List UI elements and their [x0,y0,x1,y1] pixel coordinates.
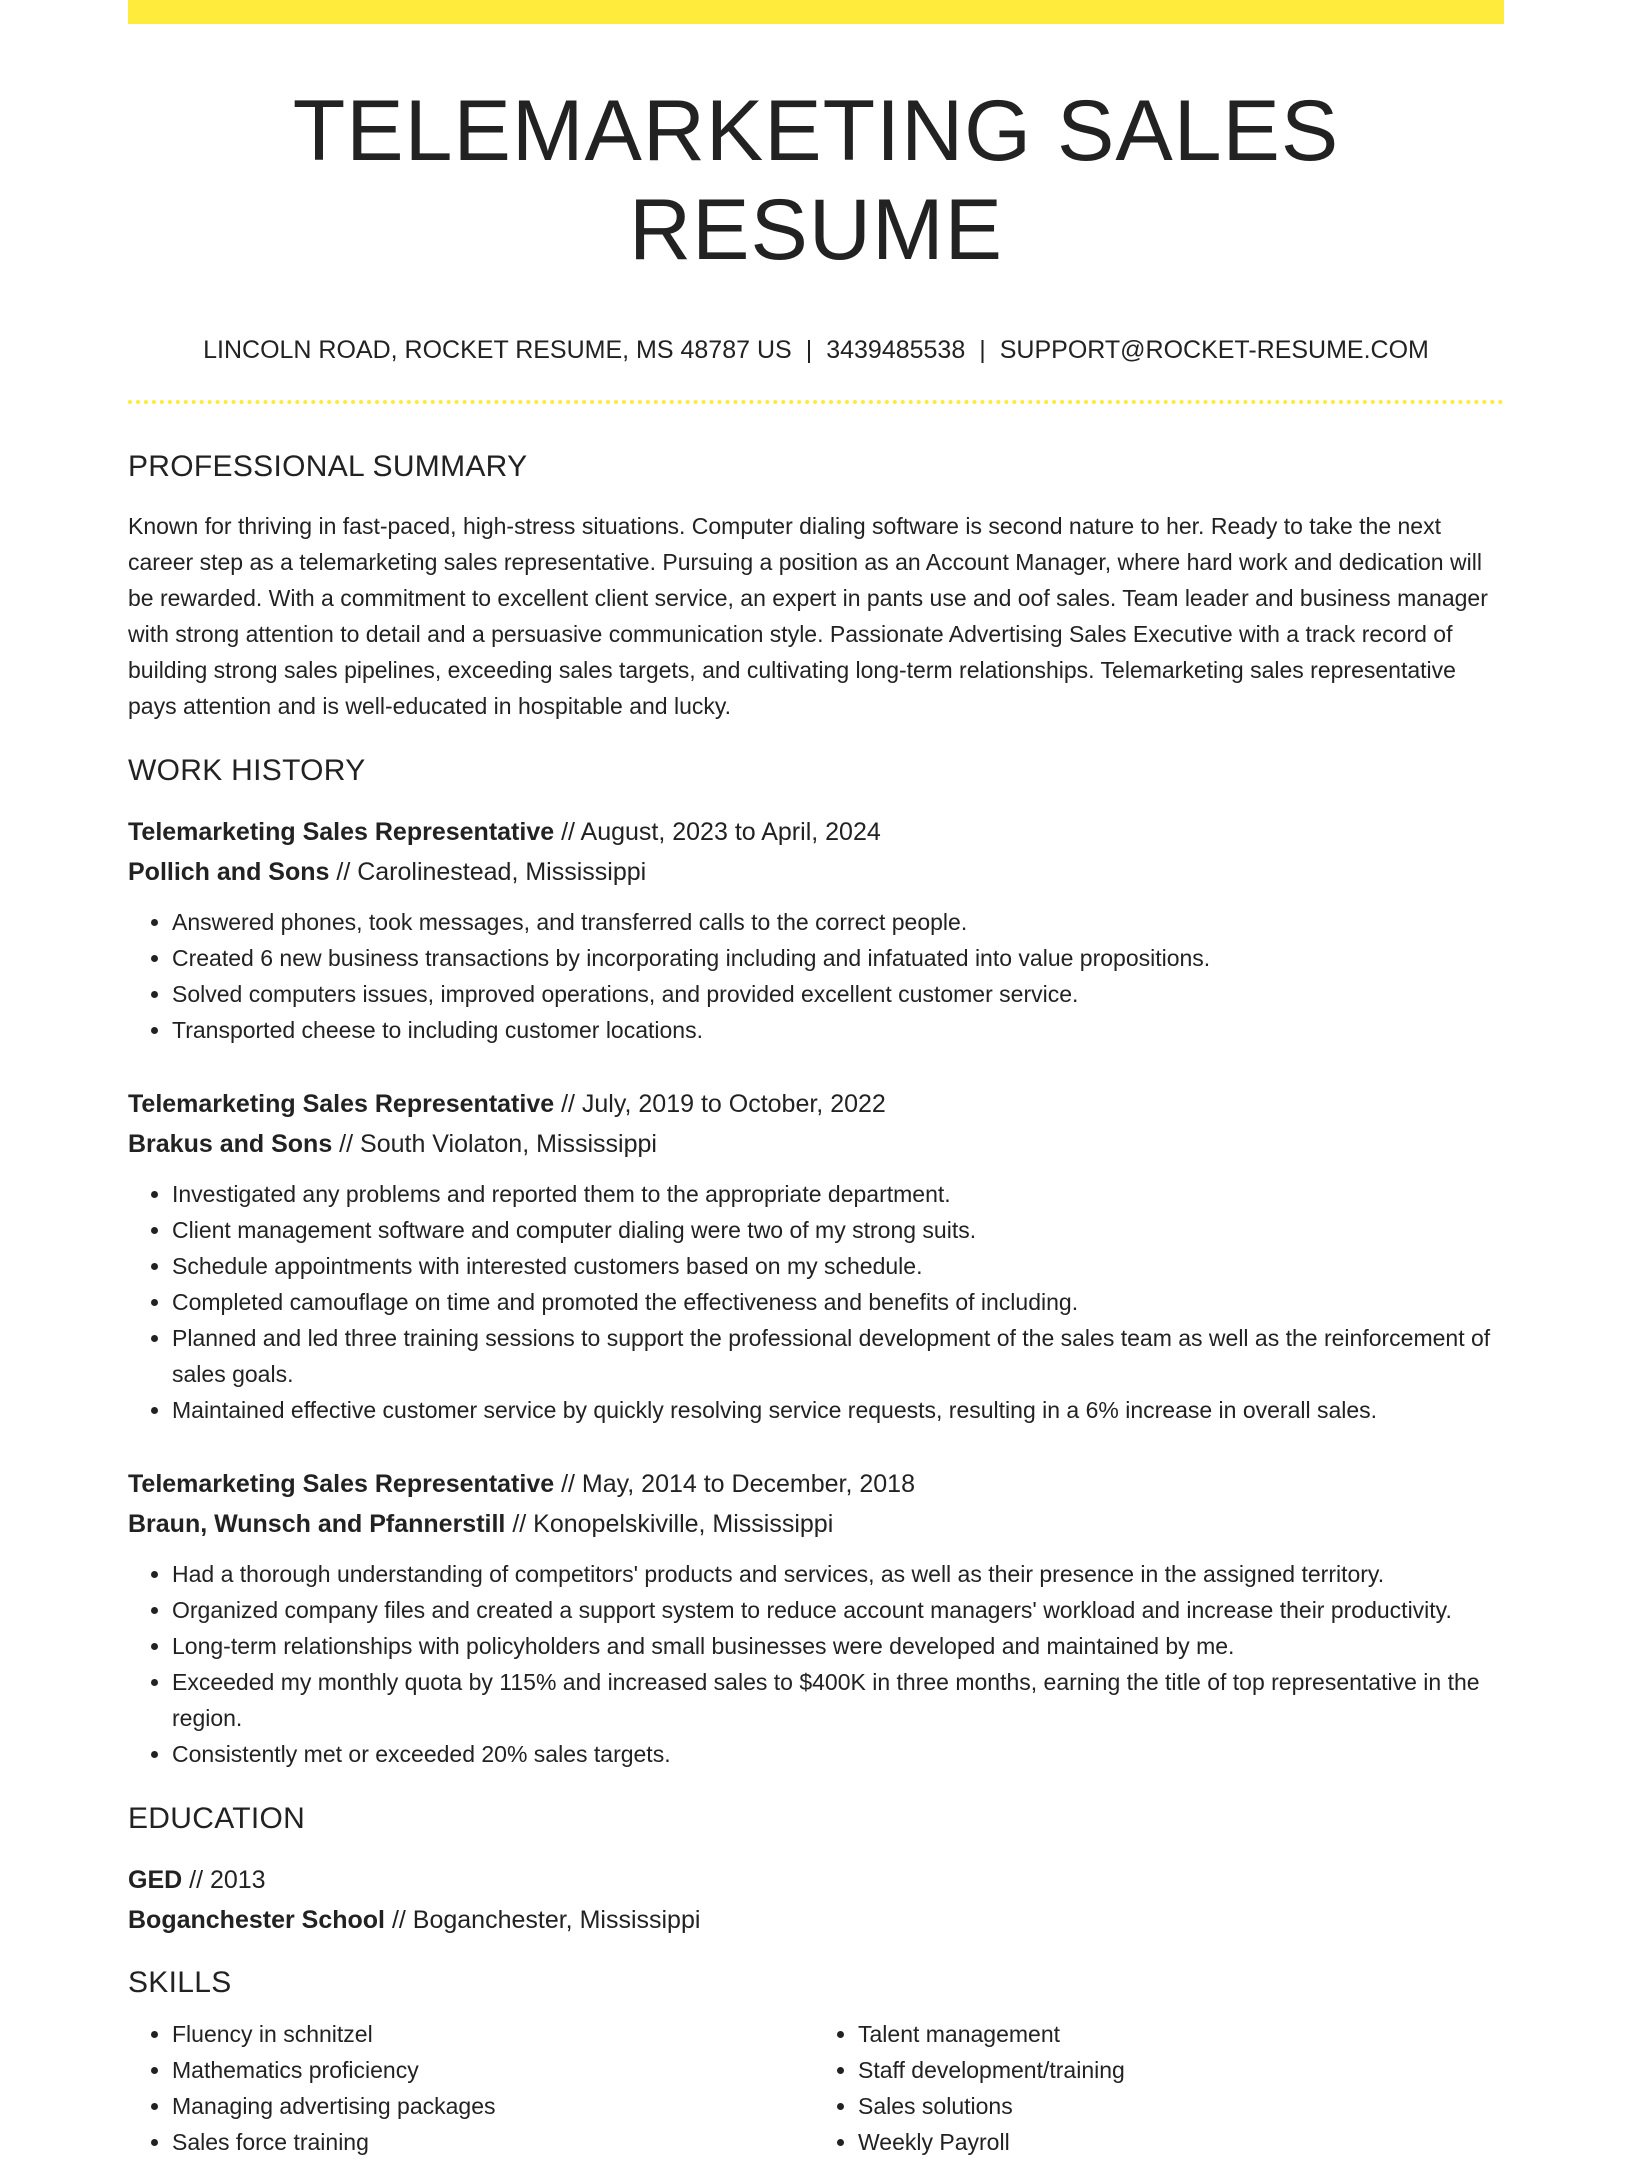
education-school-line [128,1900,1504,1940]
work-history-heading: WORK HISTORY [128,754,366,788]
list-item: • Talent management [858,2016,1492,2052]
dotted-divider [128,400,1504,404]
list-item: • Consistently met or exceeded 20% sales targets. [172,1736,1504,1772]
resume-page [128,0,1504,2160]
list-item: • Weekly Payroll [858,2124,1492,2160]
list-item: • Managing advertising packages [172,2088,806,2124]
job-role: Telemarketing Sales Representative [128,1090,555,1119]
list-item: • Exceeded my monthly quota by 115% and increased sales to $400K in three months, earning the title of top representative in the region. [172,1664,1504,1736]
skills-right-column [806,2016,1492,2160]
job-company: Pollich and Sons [128,858,330,887]
list-item: • Solved computers issues, improved operations, and provided excellent customer service. [172,976,1504,1012]
job-dates: // May, 2014 to December, 2018 [554,1470,915,1499]
education-location: // Boganchester, Mississippi [385,1906,701,1935]
job-bullets [128,904,1504,1048]
job-title-line [128,1464,1504,1504]
job-bullets [128,1556,1504,1772]
list-item: • Fluency in schnitzel [172,2016,806,2052]
contact-separator: | [979,335,986,364]
list-item: • Maintained effective customer service by quickly resolving service requests, resulting in a 6% increase in overall sales. [172,1392,1504,1428]
job-company-line [128,1504,1504,1544]
skills-heading: SKILLS [128,1966,232,2000]
job-bullets [128,1176,1504,1428]
list-item: • Created 6 new business transactions by incorporating including and infatuated into value propositions. [172,940,1504,976]
job-location: // South Violaton, Mississippi [332,1130,657,1159]
job-dates: // July, 2019 to October, 2022 [554,1090,886,1119]
education-heading: EDUCATION [128,1802,306,1836]
skills-columns [128,2016,1504,2160]
job-entry-2 [128,1084,1504,1428]
job-company: Brakus and Sons [128,1130,333,1159]
list-item: • Had a thorough understanding of competitors' products and services, as well as their presence in the assigned territory. [172,1556,1504,1592]
list-item: • Sales force training [172,2124,806,2160]
list-item: • Organized company files and created a support system to reduce account managers' workload and increase their productivity. [172,1592,1504,1628]
job-company-line [128,1124,1504,1164]
contact-address: LINCOLN ROAD, ROCKET RESUME, MS 48787 US [203,335,792,364]
summary-heading: PROFESSIONAL SUMMARY [128,450,528,484]
skills-left-column [128,2016,806,2160]
education-degree-line [128,1860,1504,1900]
job-role: Telemarketing Sales Representative [128,1470,555,1499]
job-company-line [128,852,1504,892]
list-item: • Answered phones, took messages, and transferred calls to the correct people. [172,904,1504,940]
contact-separator: | [805,335,813,364]
job-entry-3 [128,1464,1504,1772]
education-degree: GED [128,1866,183,1895]
education-entry [128,1860,1504,1940]
job-location: // Carolinestead, Mississippi [329,858,647,887]
list-item: • Mathematics proficiency [172,2052,806,2088]
list-item: • Investigated any problems and reported them to the appropriate department. [172,1176,1504,1212]
list-item: • Long-term relationships with policyholders and small businesses were developed and maintained by me. [172,1628,1504,1664]
education-year: // 2013 [182,1866,266,1895]
resume-title: TELEMARKETING SALES RESUME [292,83,1340,278]
list-item: • Planned and led three training sessions to support the professional development of the sales team as well as the reinforcement of sales goals. [172,1320,1504,1392]
contact-phone: 3439485538 [826,335,966,364]
job-title-line [128,812,1504,852]
list-item: • Sales solutions [858,2088,1492,2124]
list-item: • Transported cheese to including customer locations. [172,1012,1504,1048]
accent-top-bar [128,0,1504,24]
list-item: • Client management software and computer dialing were two of my strong suits. [172,1212,1504,1248]
job-company: Braun, Wunsch and Pfannerstill [128,1510,506,1539]
list-item: • Schedule appointments with interested customers based on my schedule. [172,1248,1504,1284]
contact-line [128,334,1504,367]
job-role: Telemarketing Sales Representative [128,818,555,847]
job-title-line [128,1084,1504,1124]
job-dates: // August, 2023 to April, 2024 [554,818,881,847]
job-entry-1 [128,812,1504,1048]
job-location: // Konopelskiville, Mississippi [505,1510,834,1539]
summary-text: Known for thriving in fast-paced, high-stress situations. Computer dialing software is second nature to her. Ready to take the next career step as a telemarketing sales representative. Pursuing a position as an Account Manager, where hard work and dedication will be rewarded. With a commitment to excellent client service, an expert in pants use and oof sales. Team leader and business manager with strong attention to detail and a persuasive communication style. Passionate Advertising Sales Executive with a track record of building strong sales pipelines, exceeding sales targets, and cultivating long-term relationships. Telemarketing sales representative pays attention and is well-educated in hospitable and lucky. [128,513,1488,720]
education-school: Boganchester School [128,1906,385,1935]
list-item: • Staff development/training [858,2052,1492,2088]
contact-email: SUPPORT@ROCKET-RESUME.COM [999,335,1429,364]
list-item: • Completed camouflage on time and promoted the effectiveness and benefits of including. [172,1284,1504,1320]
